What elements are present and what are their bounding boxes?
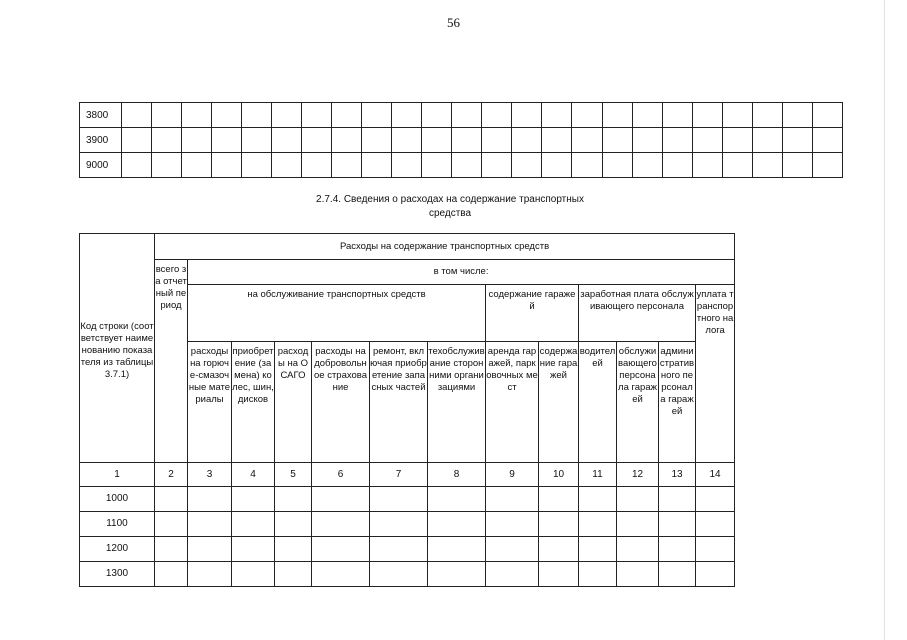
empty-cell[interactable] <box>272 153 302 178</box>
empty-cell[interactable] <box>188 512 232 537</box>
empty-cell[interactable] <box>696 512 735 537</box>
empty-cell[interactable] <box>542 128 572 153</box>
empty-cell[interactable] <box>482 153 512 178</box>
row-code: 1100 <box>80 512 155 537</box>
row-code: 3900 <box>80 128 122 153</box>
empty-cell[interactable] <box>782 128 812 153</box>
empty-cell[interactable] <box>370 487 428 512</box>
including-header: в том числе: <box>188 260 735 285</box>
empty-cell[interactable] <box>155 512 188 537</box>
empty-cell[interactable] <box>155 562 188 587</box>
empty-cell[interactable] <box>362 103 392 128</box>
empty-cell[interactable] <box>659 537 696 562</box>
column-number: 3 <box>188 463 232 487</box>
empty-cell[interactable] <box>182 153 212 178</box>
page-number: 56 <box>447 15 460 30</box>
empty-cell[interactable] <box>152 128 182 153</box>
section-title <box>250 193 650 221</box>
empty-cell[interactable] <box>422 128 452 153</box>
empty-cell[interactable] <box>539 562 579 587</box>
empty-cell[interactable] <box>572 128 602 153</box>
sub-header-garage-staff: обслуживающего персонала гаражей <box>617 342 659 463</box>
transport-expenses-table <box>79 233 735 587</box>
empty-cell[interactable] <box>722 103 752 128</box>
empty-cell[interactable] <box>152 153 182 178</box>
column-number: 9 <box>486 463 539 487</box>
empty-cell[interactable] <box>422 153 452 178</box>
column-number: 13 <box>659 463 696 487</box>
row-code: 9000 <box>80 153 122 178</box>
empty-cell[interactable] <box>242 103 272 128</box>
empty-cell[interactable] <box>692 153 722 178</box>
empty-cell[interactable] <box>188 487 232 512</box>
column-number: 6 <box>312 463 370 487</box>
empty-cell[interactable] <box>312 512 370 537</box>
row-code: 1000 <box>80 487 155 512</box>
empty-cell[interactable] <box>312 487 370 512</box>
total-header: всего за отчетный период <box>155 260 188 463</box>
table-row <box>80 512 735 537</box>
empty-cell[interactable] <box>632 153 662 178</box>
table-row <box>80 128 843 153</box>
empty-cell[interactable] <box>572 103 602 128</box>
empty-cell[interactable] <box>212 128 242 153</box>
empty-cell[interactable] <box>155 487 188 512</box>
empty-cell[interactable] <box>275 487 312 512</box>
table-row <box>80 103 843 128</box>
row-code: 3800 <box>80 103 122 128</box>
empty-cell[interactable] <box>696 537 735 562</box>
empty-cell[interactable] <box>579 512 617 537</box>
empty-cell[interactable] <box>482 128 512 153</box>
empty-cell[interactable] <box>617 487 659 512</box>
sub-header-garage-upkeep: содержание гаражей <box>539 342 579 463</box>
empty-cell[interactable] <box>122 128 152 153</box>
empty-cell[interactable] <box>232 562 275 587</box>
sub-header-drivers: водителей <box>579 342 617 463</box>
empty-cell[interactable] <box>422 103 452 128</box>
empty-cell[interactable] <box>362 153 392 178</box>
empty-cell[interactable] <box>428 512 486 537</box>
column-number: 1 <box>80 463 155 487</box>
empty-cell[interactable] <box>752 103 782 128</box>
empty-cell[interactable] <box>602 128 632 153</box>
empty-cell[interactable] <box>662 128 692 153</box>
empty-cell[interactable] <box>512 128 542 153</box>
column-number: 7 <box>370 463 428 487</box>
empty-cell[interactable] <box>602 153 632 178</box>
empty-cell[interactable] <box>275 537 312 562</box>
empty-cell[interactable] <box>662 153 692 178</box>
empty-cell[interactable] <box>632 128 662 153</box>
sub-header-osago: расходы на ОСАГО <box>275 342 312 463</box>
empty-cell[interactable] <box>242 128 272 153</box>
empty-cell[interactable] <box>512 153 542 178</box>
empty-cell[interactable] <box>232 512 275 537</box>
empty-cell[interactable] <box>692 103 722 128</box>
empty-cell[interactable] <box>812 128 842 153</box>
empty-cell[interactable] <box>188 537 232 562</box>
empty-cell[interactable] <box>542 153 572 178</box>
empty-cell[interactable] <box>752 128 782 153</box>
tax-header: уплата транспортного налога <box>696 285 735 463</box>
empty-cell[interactable] <box>370 537 428 562</box>
empty-cell[interactable] <box>332 103 362 128</box>
empty-cell[interactable] <box>392 153 422 178</box>
empty-cell[interactable] <box>155 537 188 562</box>
page-edge-line <box>884 0 885 640</box>
empty-cell[interactable] <box>692 128 722 153</box>
continuation-table <box>79 102 843 178</box>
empty-cell[interactable] <box>452 128 482 153</box>
empty-cell[interactable] <box>542 103 572 128</box>
empty-cell[interactable] <box>182 103 212 128</box>
sub-header-wheels: приобретение (замена) колес, шин, дисков <box>232 342 275 463</box>
column-number: 8 <box>428 463 486 487</box>
empty-cell[interactable] <box>696 562 735 587</box>
sub-header-insurance: расходы на добровольное страхование <box>312 342 370 463</box>
empty-cell[interactable] <box>428 537 486 562</box>
empty-cell[interactable] <box>152 103 182 128</box>
empty-cell[interactable] <box>122 153 152 178</box>
empty-cell[interactable] <box>232 487 275 512</box>
empty-cell[interactable] <box>272 128 302 153</box>
empty-cell[interactable] <box>272 103 302 128</box>
empty-cell[interactable] <box>602 103 632 128</box>
empty-cell[interactable] <box>539 537 579 562</box>
empty-cell[interactable] <box>392 103 422 128</box>
service-header: на обслуживание транспортных средств <box>188 285 486 342</box>
table-row <box>80 562 735 587</box>
salary-header: заработная плата обслуживающего персонала <box>579 285 696 342</box>
column-number: 2 <box>155 463 188 487</box>
section-title-line2: средства <box>428 208 472 219</box>
column-number: 4 <box>232 463 275 487</box>
empty-cell[interactable] <box>486 562 539 587</box>
empty-cell[interactable] <box>362 128 392 153</box>
empty-cell[interactable] <box>275 562 312 587</box>
sub-header-garage-rent: аренда гаражей, парковочных мест <box>486 342 539 463</box>
empty-cell[interactable] <box>659 487 696 512</box>
empty-cell[interactable] <box>332 128 362 153</box>
column-number: 14 <box>696 463 735 487</box>
empty-cell[interactable] <box>812 153 842 178</box>
column-number: 12 <box>617 463 659 487</box>
empty-cell[interactable] <box>452 103 482 128</box>
empty-cell[interactable] <box>302 153 332 178</box>
empty-cell[interactable] <box>812 103 842 128</box>
empty-cell[interactable] <box>579 487 617 512</box>
empty-cell[interactable] <box>242 153 272 178</box>
column-number: 10 <box>539 463 579 487</box>
empty-cell[interactable] <box>182 128 212 153</box>
empty-cell[interactable] <box>275 512 312 537</box>
empty-cell[interactable] <box>212 153 242 178</box>
empty-cell[interactable] <box>579 562 617 587</box>
empty-cell[interactable] <box>617 537 659 562</box>
sub-header-admin-staff: административного персонала гаражей <box>659 342 696 463</box>
empty-cell[interactable] <box>722 128 752 153</box>
empty-cell[interactable] <box>617 512 659 537</box>
table-row <box>80 537 735 562</box>
empty-cell[interactable] <box>617 562 659 587</box>
empty-cell[interactable] <box>122 103 152 128</box>
empty-cell[interactable] <box>539 512 579 537</box>
empty-cell[interactable] <box>572 153 602 178</box>
sub-header-maintenance: техобслуживание сторонними организациями <box>428 342 486 463</box>
empty-cell[interactable] <box>452 153 482 178</box>
empty-cell[interactable] <box>579 537 617 562</box>
row-code: 1200 <box>80 537 155 562</box>
empty-cell[interactable] <box>659 512 696 537</box>
empty-cell[interactable] <box>696 487 735 512</box>
expenses-header: Расходы на содержание транспортных средств <box>155 234 735 260</box>
table-row <box>80 487 735 512</box>
empty-cell[interactable] <box>782 103 812 128</box>
empty-cell[interactable] <box>392 128 422 153</box>
empty-cell[interactable] <box>486 512 539 537</box>
column-number: 11 <box>579 463 617 487</box>
empty-cell[interactable] <box>188 562 232 587</box>
sub-header-repair: ремонт, включая приобретение запасных частей <box>370 342 428 463</box>
empty-cell[interactable] <box>302 103 332 128</box>
empty-cell[interactable] <box>482 103 512 128</box>
empty-cell[interactable] <box>659 562 696 587</box>
row-code: 1300 <box>80 562 155 587</box>
empty-cell[interactable] <box>212 103 242 128</box>
empty-cell[interactable] <box>302 128 332 153</box>
code-header: Код строки (соответствует наименованию показателя из таблицы 3.7.1) <box>80 234 155 463</box>
empty-cell[interactable] <box>370 512 428 537</box>
empty-cell[interactable] <box>539 487 579 512</box>
empty-cell[interactable] <box>512 103 542 128</box>
empty-cell[interactable] <box>312 537 370 562</box>
empty-cell[interactable] <box>312 562 370 587</box>
empty-cell[interactable] <box>722 153 752 178</box>
column-number: 5 <box>275 463 312 487</box>
empty-cell[interactable] <box>486 487 539 512</box>
column-number-row <box>80 463 735 487</box>
garage-header: содержание гаражей <box>486 285 579 342</box>
empty-cell[interactable] <box>632 103 662 128</box>
empty-cell[interactable] <box>332 153 362 178</box>
empty-cell[interactable] <box>370 562 428 587</box>
section-title-line1: 2.7.4. Сведения о расходах на содержание транспортных <box>316 194 584 205</box>
empty-cell[interactable] <box>752 153 782 178</box>
table-row <box>80 153 843 178</box>
empty-cell[interactable] <box>662 103 692 128</box>
empty-cell[interactable] <box>486 537 539 562</box>
empty-cell[interactable] <box>428 487 486 512</box>
sub-header-fuel: расходы на горюче-смазочные материалы <box>188 342 232 463</box>
empty-cell[interactable] <box>782 153 812 178</box>
empty-cell[interactable] <box>232 537 275 562</box>
empty-cell[interactable] <box>428 562 486 587</box>
